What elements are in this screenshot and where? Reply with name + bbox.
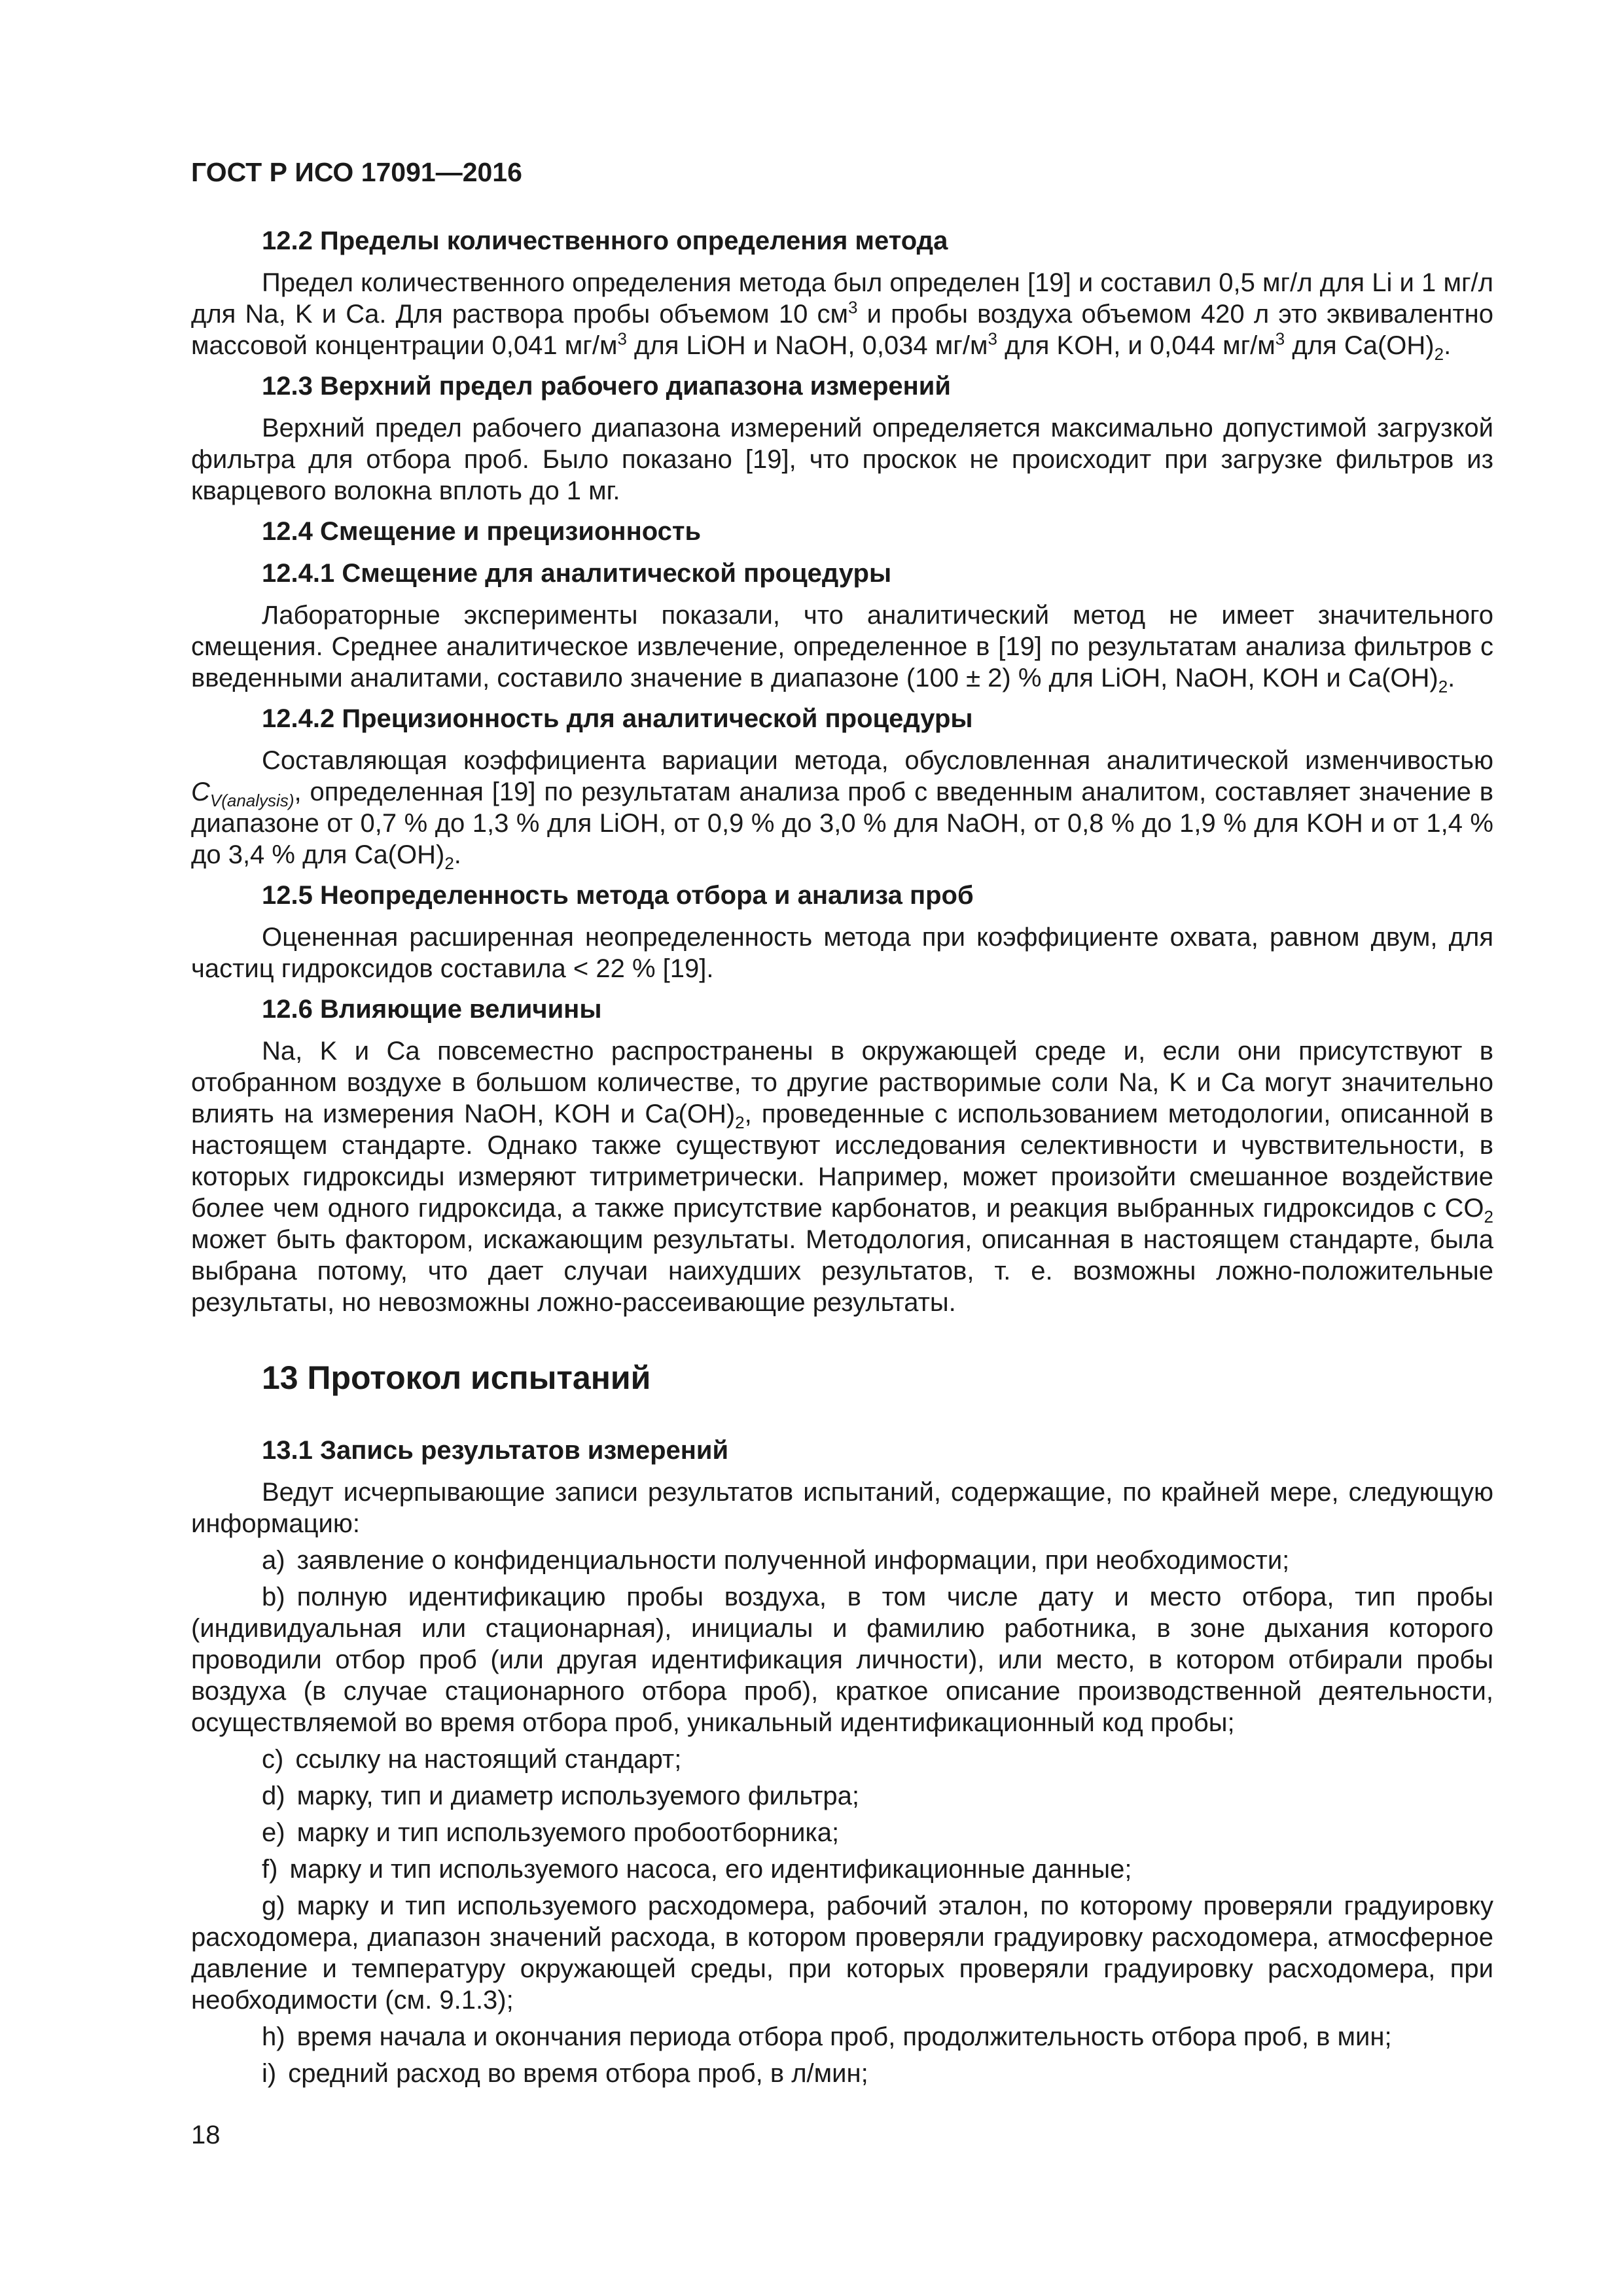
section-12-3-title: 12.3 Верхний предел рабочего диапазона измерений — [262, 372, 951, 401]
section-13-1-intro: Ведут исчерпывающие записи результатов испытаний, содержащие, по крайней мере, следующую информацию: — [191, 1478, 1493, 1538]
list-item: c) ссылку на настоящий стандарт; — [262, 1745, 682, 1774]
section-12-4-title: 12.4 Смещение и прецизионность — [262, 517, 702, 546]
page-number: 18 — [191, 2121, 221, 2149]
list-item: a) заявление о конфиденциальности полученной информации, при необходимости; — [262, 1546, 1290, 1575]
section-12-5-title: 12.5 Неопределенность метода отбора и анализа проб — [262, 881, 974, 910]
list-item: i) средний расход во время отбора проб, в л/мин; — [262, 2059, 868, 2088]
list-item: g) марку и тип используемого расходомера, рабочий эталон, по которому проверяли градуировку расходомера, диапазон значений расхода, в котором проверяли градуировку расходомера, атмосферное давление и температуру окружающей среды, при которых проверяли градуировку расходомера, при необходимости (см. 9.1.3); — [191, 1892, 1493, 2015]
section-13-1-title: 13.1 Запись результатов измерений — [262, 1436, 729, 1465]
section-12-4-1-title: 12.4.1 Смещение для аналитической процедуры — [262, 559, 892, 588]
list-item: e) марку и тип используемого пробоотборника; — [262, 1818, 840, 1847]
document-code-header: ГОСТ Р ИСО 17091—2016 — [191, 157, 522, 187]
list-item: f) марку и тип используемого насоса, его идентификационные данные; — [262, 1855, 1132, 1884]
list-item: b) полную идентификацию пробы воздуха, в том числе дату и место отбора, тип пробы (индивидуальная или стационарная), инициалы и фамилию работника, в зоне дыхания которого проводили отбор проб (или другая идентификация личности), или место, в котором отбирали пробы воздуха (в случае стационарного отбора проб), краткое описание производственной деятельности, осуществляемой во время отбора проб, уникальный идентификационный код пробы; — [191, 1583, 1493, 1737]
section-12-6-paragraph: Na, K и Ca повсеместно распространены в окружающей среде и, если они присутствуют в отобранном воздухе в большом количестве, то другие растворимые соли Na, K и Ca могут значительно влиять на измерения NaOH, KOH и $Ca(OH)_2$, проведенные с использованием методологии, описанной в настоящем стандарте. Однако также существуют исследования селективности и чувствительности, в которых гидроксиды измеряют титриметрически. Например, может произойти смешанное воздействие более чем одного гидроксида, а также присутствие карбонатов, и реакция выбранных гидроксидов с $CO_2$ может быть фактором, искажающим результаты. Методология, описанная в настоящем стандарте, была выбрана потому, что дает случаи наихудших результатов, т. е. возможны ложно-положительные результаты, но невозможны ложно-рассеивающие результаты. — [191, 1037, 1493, 1317]
section-13-title: 13 Протокол испытаний — [262, 1359, 651, 1396]
section-12-6-title: 12.6 Влияющие величины — [262, 995, 602, 1024]
document-page — [191, 156, 1493, 2094]
section-12-5-paragraph: Оцененная расширенная неопределенность метода при коэффициенте охвата, равном двум, для частиц гидроксидов составила < 22 % [19]. — [191, 923, 1493, 983]
list-item: d) марку, тип и диаметр используемого фильтра; — [262, 1782, 859, 1810]
list-item: h) время начала и окончания периода отбора проб, продолжительность отбора проб, в мин; — [262, 2022, 1392, 2051]
section-12-3-paragraph: Верхний предел рабочего диапазона измерений определяется максимально допустимой загрузкой фильтра для отбора проб. Было показано [19], что проскок не происходит при загрузке фильтров из кварцевого волокна вплоть до 1 мг. — [191, 414, 1493, 505]
section-12-2-paragraph: Предел количественного определения метода был определен [19] и составил 0,5 мг/л для Li и 1 мг/л для Na, K и Ca. Для раствора пробы объемом 10 $см^3$ и пробы воздуха объемом 420 л это эквивалентно массовой концентрации 0,041 $мг/м^3$ для LiOH и NaOH, 0,034 $мг/м^3$ для KOH, и 0,044 $мг/м^3$ для $Ca(OH)_2$. — [191, 268, 1494, 364]
section-12-4-2-paragraph: Составляющая коэффициента вариации метода, обусловленная аналитической изменчивостью $C_{V(analysis)}$, определенная [19] по результатам анализа проб с введенным аналитом, составляет значение в диапазоне от 0,7 % до 1,3 % для LiOH, от 0,9 % до 3,0 % для NaOH, от 0,8 % до 1,9 % для KOH и от 1,4 % до 3,4 % для $Ca(OH)_2$. — [191, 746, 1493, 873]
section-12-4-2-title: 12.4.2 Прецизионность для аналитической процедуры — [262, 704, 973, 733]
section-12-4-1-paragraph: Лабораторные эксперименты показали, что аналитический метод не имеет значительного смещения. Среднее аналитическое извлечение, определенное в [19] по результатам анализа фильтров с введенными аналитами, составило значение в диапазоне (100 ± 2) % для LiOH, NaOH, KOH и $Ca(OH)_2$. — [191, 601, 1493, 696]
section-12-2-title: 12.2 Пределы количественного определения метода — [262, 226, 948, 255]
